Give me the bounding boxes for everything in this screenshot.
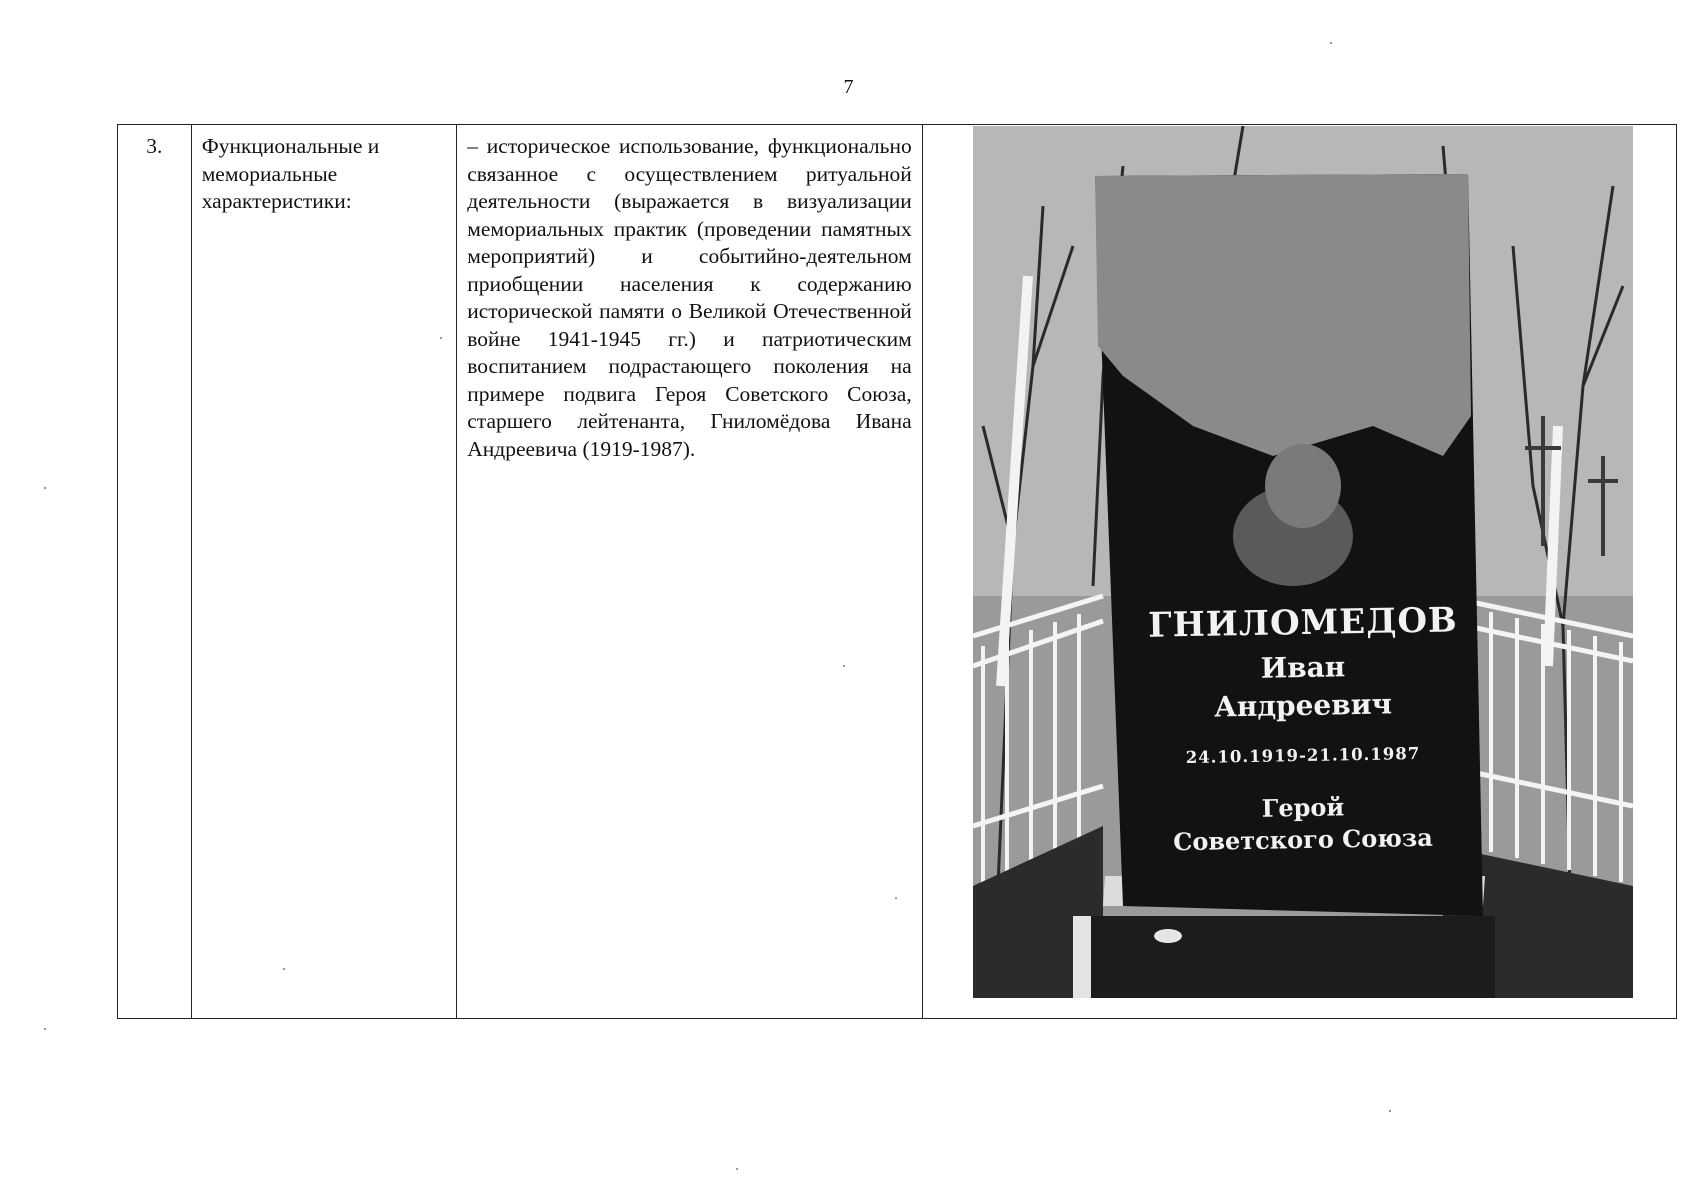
- scan-speck: [736, 1168, 738, 1170]
- scan-speck: [895, 897, 897, 899]
- row-description: – историческое использование, функционально связанное с осуществлением ритуальной деятельности (выражается в визуализации мемориальных практик (проведении памятных мероприятий) и событийно-деятельном приобщении населения к содержанию исторической памяти о Великой Отечественной войне 1941-1945 гг.) и патриотическим воспитанием подрастающего поколения на примере подвига Героя Советского Союза, старшего лейтенанта, Гниломёдова Ивана Андреевича (1919-1987).: [457, 125, 922, 1019]
- stone-dates: 24.10.1919-21.10.1987: [1185, 743, 1421, 768]
- stone-surname: ГНИЛОМЕДОВ: [1147, 600, 1458, 646]
- stone-title-line2: Советского Союза: [1172, 822, 1433, 857]
- scan-speck: [1330, 42, 1332, 44]
- stone-title-line1: Герой: [1261, 792, 1345, 823]
- memorial-photo: [973, 126, 1633, 998]
- gravestone-photo: [973, 126, 1633, 998]
- photo-cell: [922, 125, 1676, 1019]
- scan-speck: [440, 337, 442, 339]
- characteristics-table: [117, 124, 1677, 1019]
- scan-speck: [843, 665, 845, 667]
- row-title: Функциональные и мемориальные характеристики:: [191, 125, 457, 1019]
- scan-speck: [283, 968, 285, 970]
- row-number: 3.: [118, 125, 192, 1019]
- scan-speck: [44, 487, 46, 489]
- stone-patronymic: Андреевич: [1213, 687, 1392, 724]
- stone-name: Иван: [1260, 650, 1346, 685]
- page-number: 7: [843, 76, 854, 98]
- scan-speck: [44, 1028, 46, 1030]
- scan-speck: [1389, 1110, 1391, 1112]
- table-row: [118, 125, 1677, 1019]
